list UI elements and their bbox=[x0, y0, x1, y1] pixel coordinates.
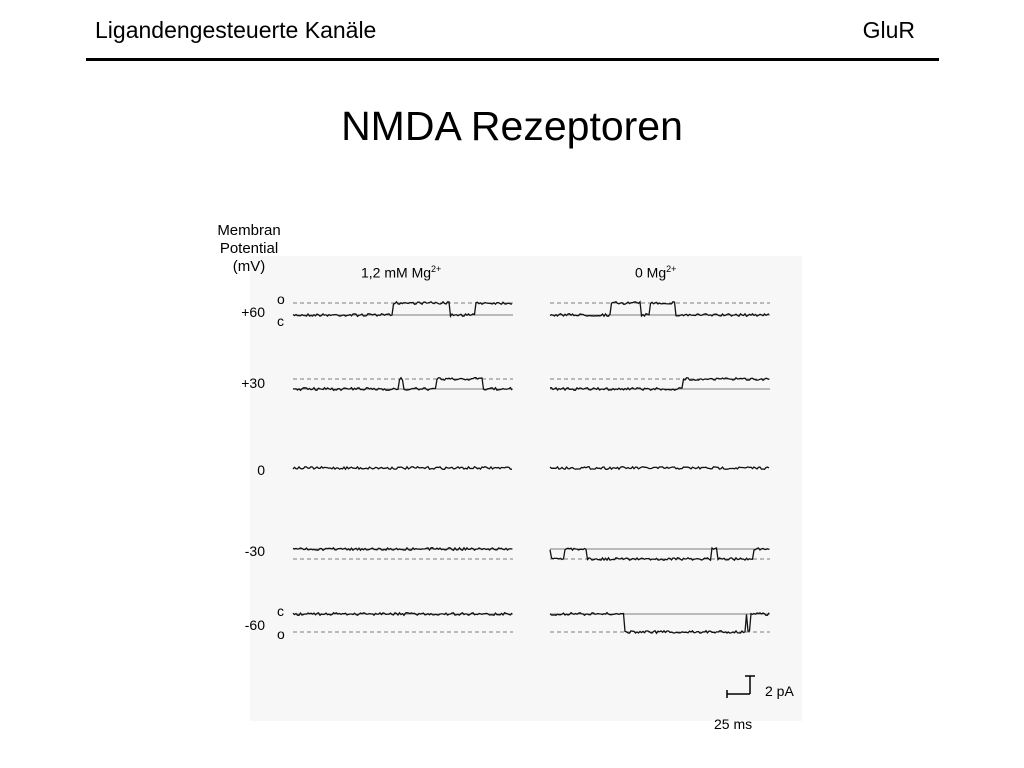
scale-time-label: 25 ms bbox=[714, 716, 753, 732]
potential-label: +60 bbox=[241, 304, 265, 320]
axis-title-line: Membran bbox=[217, 222, 281, 239]
condition-label: 1,2 mM $Mg^{2+}$ bbox=[361, 264, 442, 281]
header-section-title: Ligandengesteuerte Kanäle bbox=[95, 17, 377, 43]
figure-background bbox=[250, 256, 802, 721]
closed-state-label: c bbox=[277, 313, 284, 329]
potential-label: +30 bbox=[241, 375, 265, 391]
axis-title-line: Potential bbox=[219, 240, 279, 257]
potential-label: -30 bbox=[244, 543, 265, 559]
header-divider bbox=[86, 58, 939, 61]
closed-state-label: c bbox=[277, 603, 284, 619]
current-traces bbox=[205, 218, 805, 733]
condition-label: 0 $Mg^{2+}$ bbox=[635, 264, 677, 281]
slide-title: NMDA Rezeptoren bbox=[341, 103, 683, 149]
open-state-label: o bbox=[277, 291, 285, 307]
axis-title-line: (mV) bbox=[232, 258, 266, 275]
potential-label: 0 bbox=[257, 462, 265, 478]
single-channel-recording-figure bbox=[205, 218, 805, 733]
scale-current-label: 2 pA bbox=[765, 683, 794, 699]
header-topic-label: GluR bbox=[862, 17, 915, 43]
potential-label: -60 bbox=[244, 617, 265, 633]
y-axis-title bbox=[205, 222, 293, 276]
open-state-label: o bbox=[277, 626, 285, 642]
